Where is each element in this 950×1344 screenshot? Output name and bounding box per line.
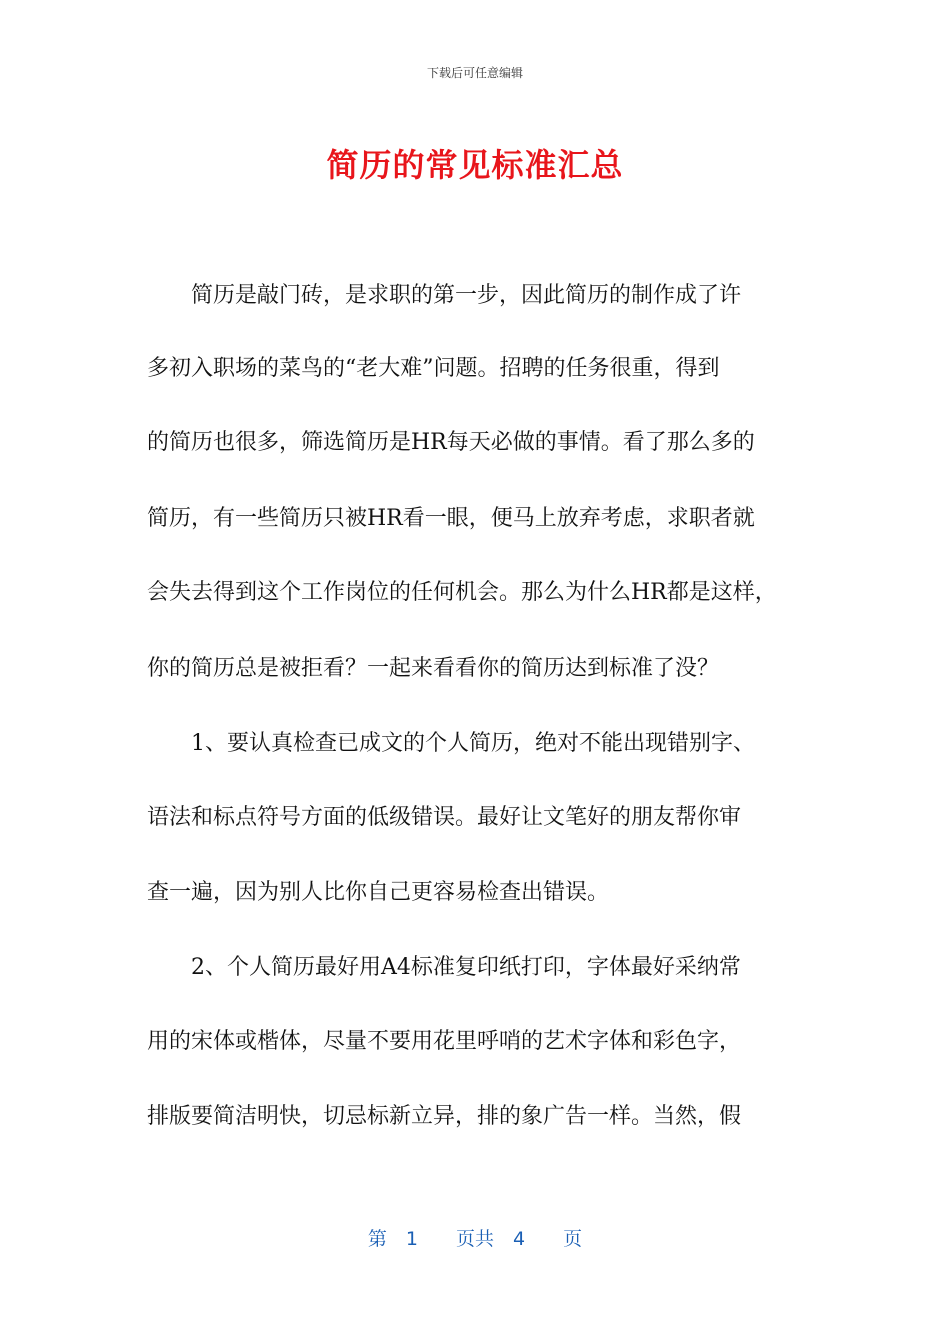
body-line: 用的宋体或楷体，尽量不要用花里呼哨的艺术字体和彩色字，	[147, 1029, 742, 1054]
body-line: 排版要简洁明快，切忌标新立异，排的象广告一样。当然，假	[147, 1104, 742, 1129]
body-line: 简历是敲门砖，是求职的第一步，因此简历的制作成了许	[147, 283, 742, 308]
body-line: 查一遍，因为别人比你自己更容易检查出错误。	[147, 880, 610, 905]
body-line: 语法和标点符号方面的低级错误。最好让文笔好的朋友帮你审	[147, 805, 742, 830]
body-line: 你的简历总是被拒看？一起来看看你的简历达到标准了没？	[147, 656, 720, 681]
body-line: 2、个人简历最好用A4标准复印纸打印，字体最好采纳常	[147, 955, 741, 980]
body-line: 多初入职场的菜鸟的“老大难”问题。招聘的任务很重，得到	[147, 356, 720, 381]
page-footer: 第 1 页共 4 页	[367, 1228, 583, 1250]
body-line: 会失去得到这个工作岗位的任何机会。那么为什么HR都是这样，	[147, 580, 777, 605]
header-note: 下载后可任意编辑	[426, 66, 523, 80]
body-line: 的简历也很多，筛选简历是HR每天必做的事情。看了那么多的	[147, 430, 755, 455]
body-line: 简历，有一些简历只被HR看一眼，便马上放弃考虑，求职者就	[147, 506, 755, 531]
body-line: 1、要认真检查已成文的个人简历，绝对不能出现错别字、	[147, 731, 755, 756]
document-title: 简历的常见标准汇总	[326, 146, 624, 184]
